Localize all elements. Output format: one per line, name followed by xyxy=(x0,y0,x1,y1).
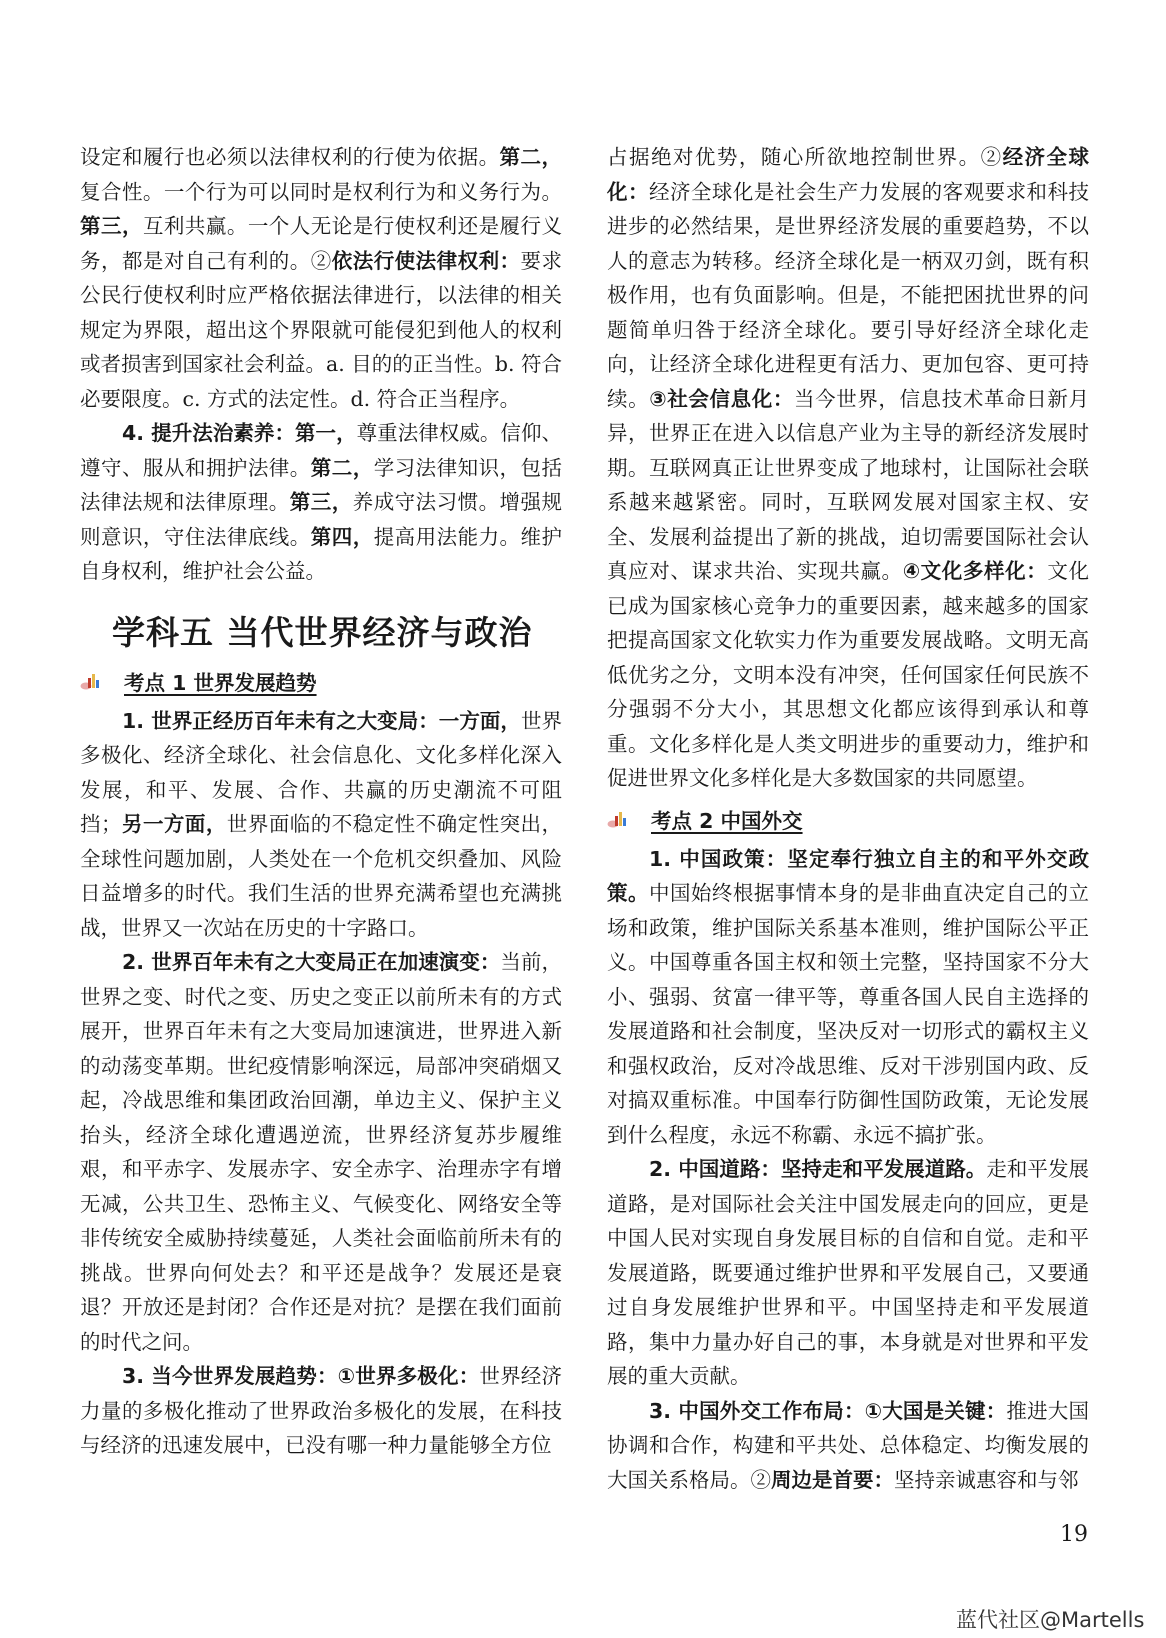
paragraph: 2. 世界百年未有之大变局正在加速演变：当前，世界之变、时代之变、历史之变正以前所未有的方式展开，世界百年未有之大变局加速演进，世界进入新的动荡变革期。世纪疫情影响深远，局部冲突硝烟又起，冷战思维和集团政治回潮，单边主义、保护主义抬头，经济全球化遭遇逆流，世界经济复苏步履维艰，和平赤字、发展赤字、安全赤字、治理赤字有增无减，公共卫生、恐怖主义、气候变化、网络安全等非传统安全威胁持续蔓延，人类社会面临前所未有的挑战。世界向何处去？和平还是战争？发展还是衰退？开放还是封闭？合作还是对抗？是摆在我们面前的时代之问。 xyxy=(80,950,563,1354)
paragraph: 1. 中国政策：坚定奉行独立自主的和平外交政策。中国始终根据事情本身的是非曲直决定自己的立场和政策，维护国际关系基本准则，维护国际公平正义。中国尊重各国主权和领土完整，坚持国家不分大小、强弱、贫富一律平等，尊重各国人民自主选择的发展道路和社会制度，坚决反对一切形式的霸权主义和强权政治，反对冷战思维、反对干涉别国内政、反对搞双重标准。中国奉行防御性国防政策，无论发展到什么程度，永远不称霸、永远不搞扩张。 xyxy=(607,846,1090,1147)
exam-point-label: 考点 2 中国外交 xyxy=(651,808,803,833)
paragraph: 3. 中国外交工作布局：①大国是关键：推进大国协调和合作，构建和平共处、总体稳定、均衡发展的大国关系格局。②周边是首要：坚持亲诚惠容和与邻 xyxy=(607,1398,1089,1492)
paragraph: 1. 世界正经历百年未有之大变局：一方面，世界多极化、经济全球化、社会信息化、文化多样化深入发展，和平、发展、合作、共赢的历史潮流不可阻挡；另一方面，世界面临的不稳定性不确定性突出，全球性问题加剧，人类处在一个危机交织叠加、风险日益增多的时代。我们生活的世界充满希望也充满挑战，世界又一次站在历史的十字路口。 xyxy=(80,708,563,940)
exam-point-heading xyxy=(80,664,562,698)
page-number: 19 xyxy=(1060,1522,1088,1547)
paragraph: 4. 提升法治素养：第一，尊重法律权威。信仰、遵守、服从和拥护法律。第二，学习法律知识，包括法律法规和法律原理。第三，养成守法习惯。增强规则意识，守住法律底线。第四，提高用法能力。维护自身权利，维护社会公益。 xyxy=(80,421,563,583)
paragraph: 占据绝对优势，随心所欲地控制世界。②经济全球化：经济全球化是社会生产力发展的客观要求和科技进步的必然结果，是世界经济发展的重要趋势，不以人的意志为转移。经济全球化是一柄双刃剑，既有积极作用，也有负面影响。但是，不能把困扰世界的问题简单归咎于经济全球化。要引导好经济全球化走向，让经济全球化进程更有活力、更加包容、更可持续。③社会信息化：当今世界，信息技术革命日新月异，世界正在进入以信息产业为主导的新经济发展时期。互联网真正让世界变成了地球村，让国际社会联系越来越紧密。同时，互联网发展对国家主权、安全、发展利益提出了新的挑战，迫切需要国际社会认真应对、谋求共治、实现共赢。④文化多样化：文化已成为国家核心竞争力的重要因素，越来越多的国家把提高国家文化软实力作为重要发展战略。文明无高低优劣之分，文明本没有冲突，任何国家任何民族不分强弱不分大小，其思想文化都应该得到承认和尊重。文化多样化是人类文明进步的重要动力，维护和促进世界文化多样化是大多数国家的共同愿望。 xyxy=(607,145,1090,790)
exam-point-label: 考点 1 世界发展趋势 xyxy=(124,670,317,695)
left-column xyxy=(80,140,562,1463)
paragraph: 3. 当今世界发展趋势：①世界多极化：世界经济力量的多极化推动了世界政治多极化的发展，在科技与经济的迅速发展中，已没有哪一种力量能够全方位 xyxy=(80,1364,562,1457)
right-column xyxy=(607,140,1089,1497)
paragraph: 2. 中国道路：坚持走和平发展道路。走和平发展道路，是对国际社会关注中国发展走向的回应，更是中国人民对实现自身发展目标的自信和自觉。走和平发展道路，既要通过维护世界和平发展自己，又要通过自身发展维护世界和平。中国坚持走和平发展道路，集中力量办好自己的事，本身就是对世界和平发展的重大贡献。 xyxy=(607,1157,1089,1388)
bar-chart-icon xyxy=(607,808,629,830)
subject-title: 学科五 当代世界经济与政治 xyxy=(112,612,533,652)
paragraph: 设定和履行也必须以法律权利的行使为依据。第二，复合性。一个行为可以同时是权利行为和义务行为。第三，互利共赢。一个人无论是行使权利还是履行义务，都是对自己有利的。②依法行使法律权利：要求公民行使权利时应严格依据法律进行，以法律的相关规定为界限，超出这个界限就可能侵犯到他人的权利或者损害到国家社会利益。a. 目的的正当性。b. 符合必要限度。c. 方式的法定性。d. 符合正当程序。 xyxy=(80,145,563,411)
exam-point-heading xyxy=(607,802,1089,836)
bar-chart-icon xyxy=(80,670,102,692)
watermark: 蓝代社区@Martells xyxy=(956,1608,1145,1632)
